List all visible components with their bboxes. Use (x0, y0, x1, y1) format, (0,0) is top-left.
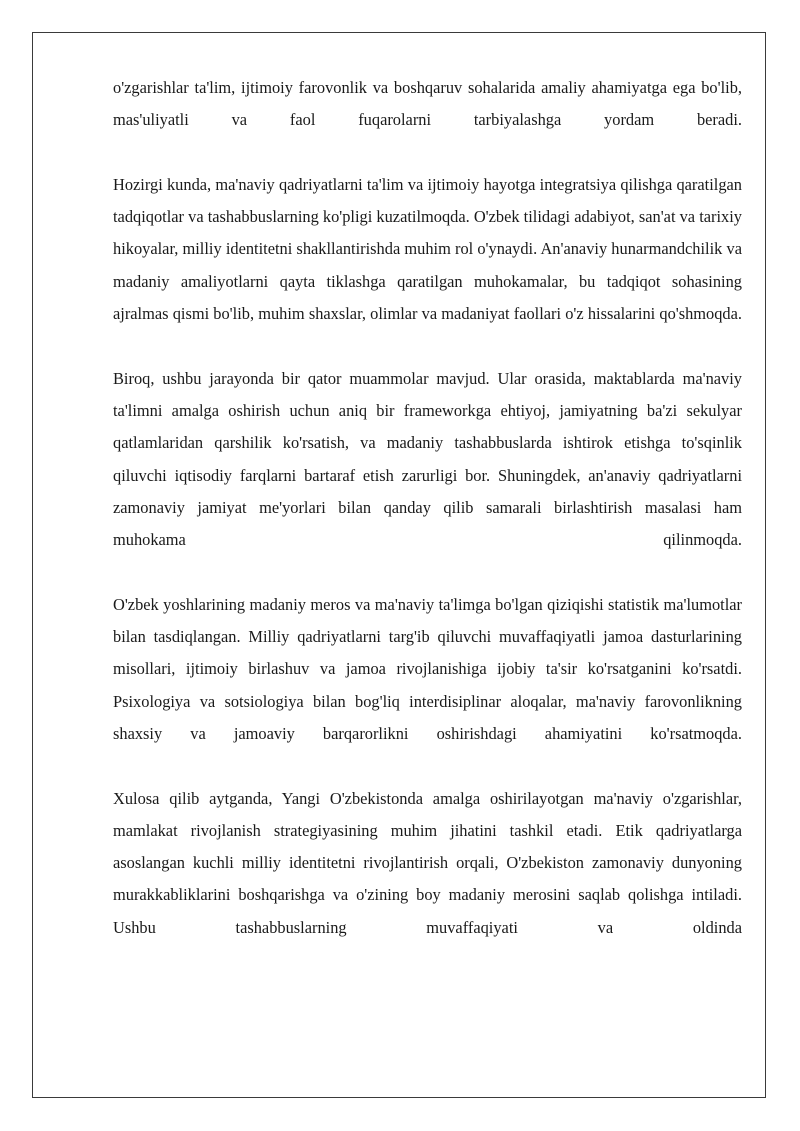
paragraph-1: o'zgarishlar ta'lim, ijtimoiy farovonlik va boshqaruv sohalarida amaliy ahamiyatga ega bo'lib, mas'uliyatli va faol fuqarolarni tarbiyalashga yordam beradi. (113, 78, 742, 130)
paragraph-5: Xulosa qilib aytganda, Yangi O'zbekistonda amalga oshirilayotgan ma'naviy o'zgarishlar, mamlakat rivojlanish strategiyasining muhim jihatini tashkil etadi. Etik qadriyatlarga asoslangan kuchli milliy identitetni rivojlantirish orqali, O'zbekiston zamonaviy dunyoning murakkabliklarini boshqarishga va o'zining boy madaniy merosini saqlab qolishga intiladi. Ushbu tashabbuslarning muvaffaqiyati va oldinda (113, 788, 742, 937)
document-body (113, 72, 742, 976)
paragraph-4: O'zbek yoshlarining madaniy meros va ma'naviy ta'limga bo'lgan qiziqishi statistik ma'lumotlar bilan tasdiqlangan. Milliy qadriyatlarni targ'ib qiluvchi muvaffaqiyatli jamoa dasturlarining misollari, ijtimoiy birlashuv va jamoa rivojlanishiga ijobiy ta'sir ko'rsatganini ko'rsatdi. Psixologiya va sotsiologiya bilan bog'liq interdisiplinar aloqalar, ma'naviy farovonlikning shaxsiy va jamoaviy barqarorlikni oshirishdagi ahamiyatini ko'rsatmoqda. (113, 594, 742, 743)
paragraph-2: Hozirgi kunda, ma'naviy qadriyatlarni ta'lim va ijtimoiy hayotga integratsiya qilishga qaratilgan tadqiqotlar va tashabbuslarning ko'pligi kuzatilmoqda. O'zbek tilidagi adabiyot, san'at va tarixiy hikoyalar, milliy identitetni shakllantirishda muhim rol o'ynaydi. An'anaviy hunarmandchilik va madaniy amaliyotlarni qayta tiklashga qaratilgan muhokamalar, bu tadqiqot sohasining ajralmas qismi bo'lib, muhim shaxslar, olimlar va madaniyat faollari o'z hissalarini qo'shmoqda. (113, 174, 742, 324)
paragraph-3: Biroq, ushbu jarayonda bir qator muammolar mavjud. Ular orasida, maktablarda ma'naviy ta'limni amalga oshirish uchun aniq bir frameworkga ehtiyoj, jamiyatning ba'zi sekulyar qatlamlaridan qarshilik ko'rsatish, va madaniy tashabbuslarda ishtirok etishga to'sqinlik qiluvchi iqtisodiy farqlarni bartaraf etish zarurligi bor. Shuningdek, an'anaviy qadriyatlarni zamonaviy jamiyat me'yorlari bilan qanday qilib samarali birlashtirish masalasi ham muhokama qilinmoqda. (113, 368, 742, 550)
